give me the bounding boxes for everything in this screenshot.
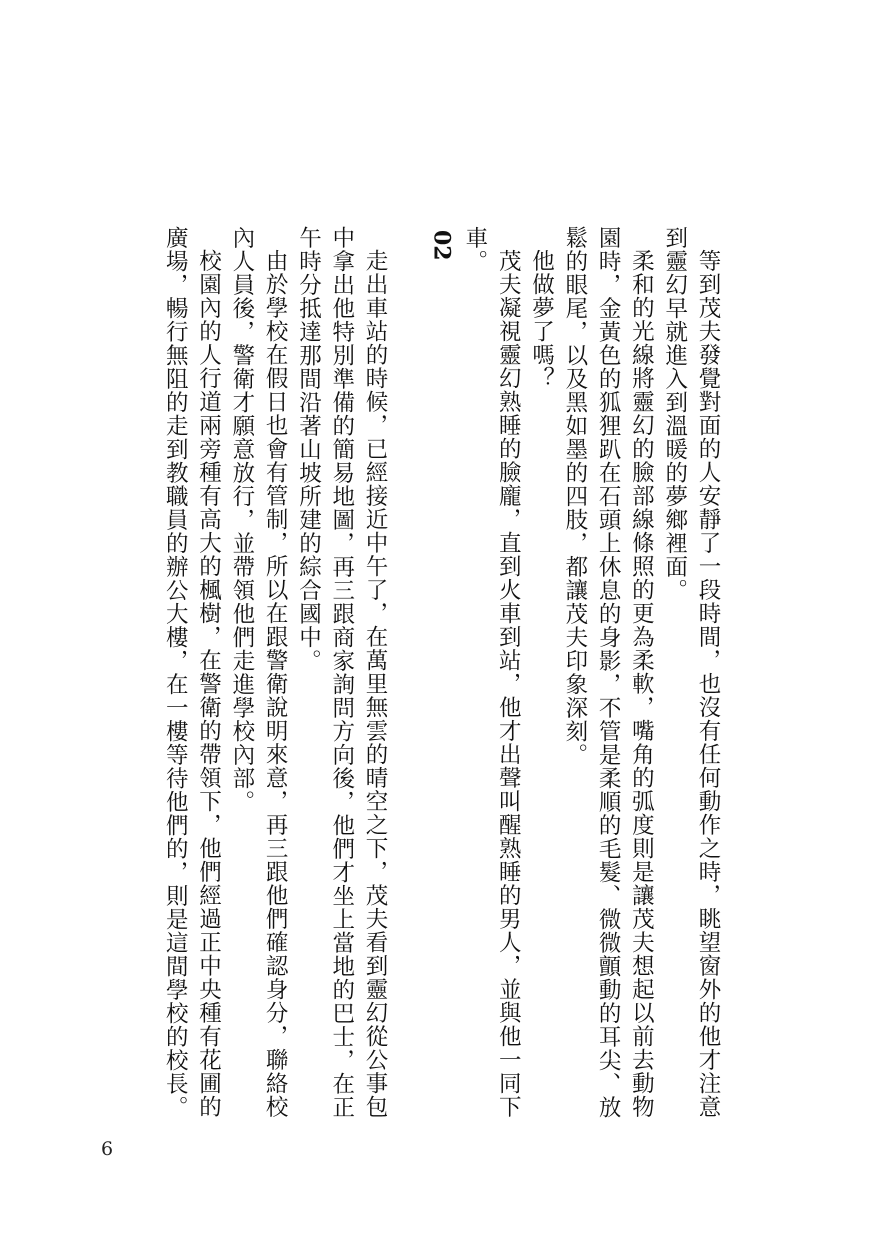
paragraph: 走出車站的時候，已經接近中午了，在萬里無雲的晴空之下，茂夫看到靈幻從公事包中拿出他特別準備的簡易地圖，再三跟商家詢問方向後，他們才坐上當地的巴士，在正午時分抵達那間沿著山坡所建的綜合國中。 xyxy=(295,226,389,1119)
paragraph: 柔和的光線將靈幻的臉部線條照的更為柔軟，嘴角的弧度則是讓茂夫想起以前去動物園時，金黃色的狐狸趴在石頭上休息的身影，不管是柔順的毛髮、微微顫動的耳尖、放鬆的眼尾，以及黑如墨的四肢，都讓茂夫印象深刻。 xyxy=(561,226,655,1119)
paragraph: 他做夢了嗎？ xyxy=(528,248,555,390)
paragraph: 校園內的人行道兩旁種有高大的楓樹，在警衛的帶領下，他們經過正中央種有花圃的廣場，暢行無阻的走到教職員的辦公大樓，在一樓等待他們的，則是這間學校的校長。 xyxy=(162,226,222,1119)
chapter-number: 02 xyxy=(428,230,455,262)
vertical-text-body xyxy=(104,226,724,1126)
page-number: 6 xyxy=(101,1138,114,1160)
paragraph: 等到茂夫發覺對面的人安靜了一段時間，也沒有任何動作之時，眺望窗外的他才注意到靈幻早就進入到溫暖的夢鄉裡面。 xyxy=(661,226,721,1118)
paragraph: 茂夫凝視靈幻熟睡的臉龐，直到火車到站，他才出聲叫醒熟睡的男人，並與他一同下車。 xyxy=(461,226,522,1118)
paragraph: 由於學校在假日也會有管制，所以在跟警衛說明來意，再三跟他們確認身分，聯絡校內人員後，警衛才願意放行，並帶領他們走進學校內部。 xyxy=(228,226,289,1118)
chapter-heading xyxy=(391,226,458,1126)
